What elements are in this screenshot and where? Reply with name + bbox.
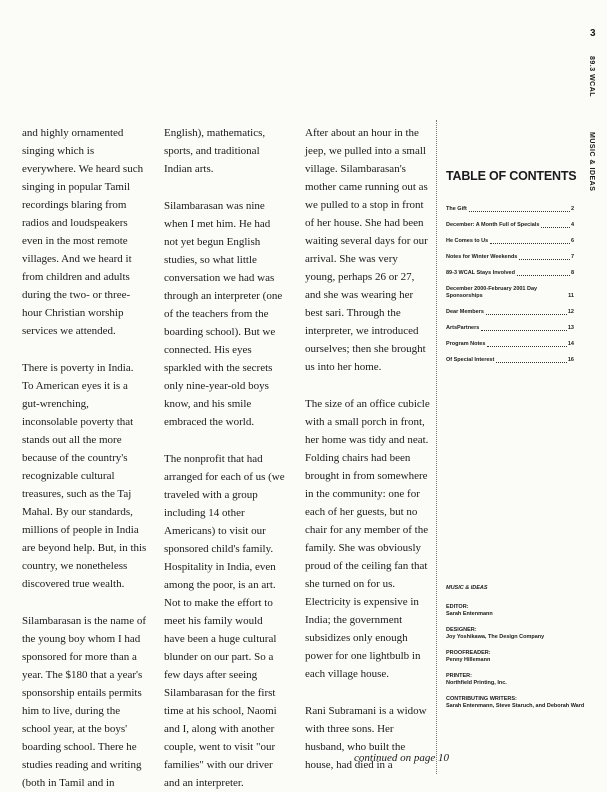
toc-item[interactable]: Program Notes 14 [446, 341, 574, 347]
paragraph: After about an hour in the jeep, we pulled into a small village. Silambarasan's mother came running out as we pulled to a stop in front of her house. She had been waiting several days for our arrival. She was very young, perhaps 26 or 27, and she was wearing her best sari. Through the interpreter, we introduced ourselves; then she brought us into her home. [305, 127, 428, 373]
article-column-2 [164, 124, 286, 792]
section-tab: MUSIC & IDEAS [588, 132, 595, 192]
toc-list [446, 206, 574, 373]
masthead-credit: PROOFREADER: Penny Hillemann [446, 650, 491, 663]
masthead [446, 585, 586, 719]
masthead-title: MUSIC & IDEAS [446, 585, 488, 591]
toc-item[interactable]: Notes for Winter Weekends 7 [446, 254, 574, 260]
column-divider [436, 120, 437, 774]
paragraph: There is poverty in India. To American eyes it is a gut-wrenching, inconsolable poverty that stands out all the more because of the country's recognizable cultural treasures, such as the Taj Mahal. By our standards, millions of people in India are beyond help. But, in this country, we nonetheless discovered true wealth. [22, 362, 147, 590]
paragraph: The size of an office cubicle with a small porch in front, her home was tidy and neat. Folding chairs had been brought in from somewhere in the community: one for each of her guests, but no chair for any member of the family. She was obviously proud of the ceiling fan that she turned on for us. Electricity is expensive in India; the government subsidizes only enough power for one lightbulb in each village house. [305, 398, 430, 680]
toc-item[interactable]: ArtsPartners 13 [446, 325, 574, 331]
page-number: 3 [590, 28, 596, 39]
article-column-3 [305, 124, 430, 774]
toc-item[interactable]: Dear Members 12 [446, 309, 574, 315]
toc-item[interactable]: He Comes to Us 6 [446, 238, 574, 244]
toc-item[interactable]: December: A Month Full of Specials 4 [446, 222, 574, 228]
paragraph: Silambarasan is the name of the young boy whom I had sponsored for more than a year. The $180 that a year's sponsorship entails permits him to live, during the school year, at the boys' boarding school. There he studies reading and writing (both in Tamil and in [22, 615, 147, 789]
station-tab: 89.3 WCAL [588, 56, 595, 98]
toc-item[interactable]: The Gift 2 [446, 206, 574, 212]
masthead-credit: CONTRIBUTING WRITERS: Sarah Entenmann, Steve Staruch, and Deborah Ward [446, 696, 585, 709]
toc-title: TABLE OF CONTENTS [446, 169, 577, 183]
masthead-credit: PRINTER: Northfield Printing, Inc. [446, 673, 507, 686]
paragraph: The nonprofit that had arranged for each of us (we traveled with a group including 14 other Americans) to visit our sponsored child's family. Hospitality in India, even among the poor, is an art. Not to make the effort to meet his family would have been a huge cultural blunder on our part. So a few days after seeing Silambarasan for the first time at his school, Naomi and I, along with another couple, went to visit "our families" with our driver and an interpreter. [164, 453, 285, 789]
masthead-credit: DESIGNER: Joy Yoshikawa, The Design Company [446, 627, 545, 640]
paragraph: and highly ornamented singing which is everywhere. We heard such singing in popular Tamil recordings blaring from radios and loudspeakers even in the most remote villages. And we heard it from children and adults during the two- or three-hour Christian worship services we attended. [22, 127, 144, 337]
toc-item[interactable]: December 2000-February 2001 Day Sponsorships 11 [446, 286, 574, 299]
paragraph: Silambarasan was nine when I met him. He had not yet begun English studies, so what little conversation we had was through an interpreter (one of the teachers from the boarding school). But we connected. His eyes sparkled with the secrets only nine-year-old boys know, and his smile embraced the world. [164, 200, 283, 428]
paragraph: English), mathematics, sports, and traditional Indian arts. [164, 127, 266, 175]
toc-item[interactable]: Of Special Interest 16 [446, 357, 574, 363]
paragraph: Rani Subramani is a widow with three sons. Her husband, who built the house, had died in a [305, 705, 427, 771]
toc-item[interactable]: 89-3 WCAL Stays Involved 8 [446, 270, 574, 276]
continued-link[interactable]: continued on page 10 [354, 752, 450, 764]
masthead-credit: EDITOR: Sarah Entenmann [446, 604, 493, 617]
article-column-1 [22, 124, 147, 792]
